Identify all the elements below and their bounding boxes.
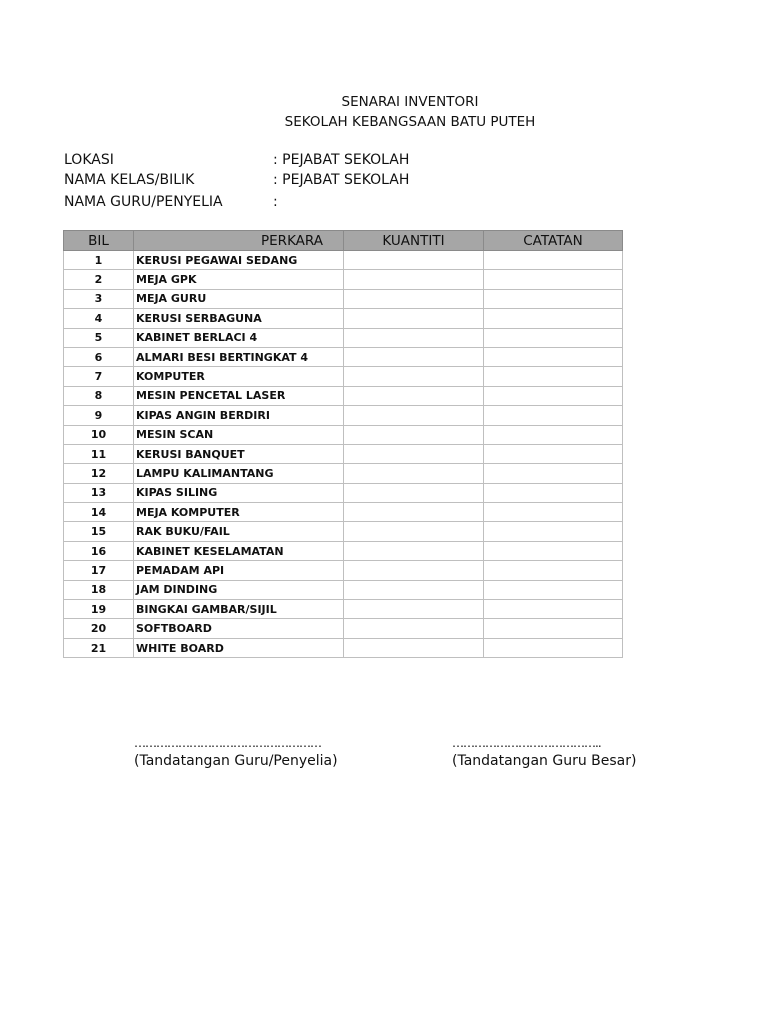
row-item: BINGKAI GAMBAR/SIJIL <box>134 600 344 619</box>
row-catatan <box>484 444 623 463</box>
row-catatan <box>484 386 623 405</box>
row-number: 6 <box>64 347 134 366</box>
row-kuantiti <box>344 386 484 405</box>
row-item: RAK BUKU/FAIL <box>134 522 344 541</box>
row-number: 8 <box>64 386 134 405</box>
table-row <box>64 328 623 347</box>
row-catatan <box>484 619 623 638</box>
table-row <box>64 251 623 270</box>
row-number: 21 <box>64 638 134 657</box>
header-catatan: CATATAN <box>484 231 623 251</box>
row-item: KABINET KESELAMATAN <box>134 541 344 560</box>
table-row <box>64 619 623 638</box>
table-row <box>64 406 623 425</box>
table-row <box>64 503 623 522</box>
row-item: KERUSI PEGAWAI SEDANG <box>134 251 344 270</box>
signature-dots: ………………………………….. <box>452 736 601 750</box>
row-item: LAMPU KALIMANTANG <box>134 464 344 483</box>
row-kuantiti <box>344 503 484 522</box>
table-row <box>64 367 623 386</box>
header-perkara: PERKARA <box>134 231 344 251</box>
table-row <box>64 561 623 580</box>
table-row <box>64 444 623 463</box>
row-number: 16 <box>64 541 134 560</box>
row-kuantiti <box>344 367 484 386</box>
row-kuantiti <box>344 270 484 289</box>
row-item: ALMARI BESI BERTINGKAT 4 <box>134 347 344 366</box>
row-item: PEMADAM API <box>134 561 344 580</box>
inventory-table <box>63 230 623 658</box>
row-number: 3 <box>64 289 134 308</box>
row-item: KABINET BERLACI 4 <box>134 328 344 347</box>
row-kuantiti <box>344 541 484 560</box>
row-kuantiti <box>344 638 484 657</box>
row-catatan <box>484 503 623 522</box>
row-kuantiti <box>344 406 484 425</box>
row-number: 18 <box>64 580 134 599</box>
row-catatan <box>484 561 623 580</box>
row-catatan <box>484 367 623 386</box>
row-number: 17 <box>64 561 134 580</box>
row-catatan <box>484 638 623 657</box>
row-item: KIPAS SILING <box>134 483 344 502</box>
row-kuantiti <box>344 483 484 502</box>
row-kuantiti <box>344 464 484 483</box>
row-number: 10 <box>64 425 134 444</box>
row-number: 14 <box>64 503 134 522</box>
info-label: NAMA KELAS/BILIK <box>64 172 195 188</box>
school-name: SEKOLAH KEBANGSAAN BATU PUTEH <box>284 114 536 130</box>
row-item: MESIN SCAN <box>134 425 344 444</box>
row-item: MEJA GPK <box>134 270 344 289</box>
row-catatan <box>484 600 623 619</box>
row-number: 20 <box>64 619 134 638</box>
row-item: KIPAS ANGIN BERDIRI <box>134 406 344 425</box>
document-title: SENARAI INVENTORI <box>341 94 479 110</box>
row-number: 4 <box>64 309 134 328</box>
table-header-row <box>64 231 623 251</box>
table-row <box>64 483 623 502</box>
row-catatan <box>484 251 623 270</box>
row-number: 5 <box>64 328 134 347</box>
signature-line-guru-besar <box>452 735 601 751</box>
row-kuantiti <box>344 328 484 347</box>
row-number: 19 <box>64 600 134 619</box>
info-value: : PEJABAT SEKOLAH <box>273 152 410 168</box>
table-row <box>64 464 623 483</box>
row-catatan <box>484 522 623 541</box>
row-catatan <box>484 289 623 308</box>
row-number: 1 <box>64 251 134 270</box>
table-row <box>64 600 623 619</box>
row-kuantiti <box>344 425 484 444</box>
row-item: KOMPUTER <box>134 367 344 386</box>
row-number: 11 <box>64 444 134 463</box>
row-item: SOFTBOARD <box>134 619 344 638</box>
row-number: 9 <box>64 406 134 425</box>
row-kuantiti <box>344 347 484 366</box>
row-kuantiti <box>344 289 484 308</box>
info-label: LOKASI <box>64 152 114 168</box>
table-row <box>64 386 623 405</box>
row-number: 12 <box>64 464 134 483</box>
table-row <box>64 270 623 289</box>
row-kuantiti <box>344 561 484 580</box>
table-row <box>64 309 623 328</box>
row-kuantiti <box>344 600 484 619</box>
row-catatan <box>484 406 623 425</box>
row-catatan <box>484 483 623 502</box>
info-value: : PEJABAT SEKOLAH <box>273 172 410 188</box>
row-item: WHITE BOARD <box>134 638 344 657</box>
signature-label-guru: (Tandatangan Guru/Penyelia) <box>134 753 338 769</box>
row-catatan <box>484 309 623 328</box>
row-catatan <box>484 425 623 444</box>
row-catatan <box>484 464 623 483</box>
table-row <box>64 638 623 657</box>
row-catatan <box>484 541 623 560</box>
signature-line-guru <box>134 735 321 751</box>
info-label: NAMA GURU/PENYELIA <box>64 194 223 210</box>
row-kuantiti <box>344 251 484 270</box>
row-item: MEJA KOMPUTER <box>134 503 344 522</box>
table-row <box>64 522 623 541</box>
row-item: KERUSI BANQUET <box>134 444 344 463</box>
row-number: 7 <box>64 367 134 386</box>
row-kuantiti <box>344 580 484 599</box>
row-item: MESIN PENCETAL LASER <box>134 386 344 405</box>
row-kuantiti <box>344 522 484 541</box>
header-kuantiti: KUANTITI <box>344 231 484 251</box>
row-number: 15 <box>64 522 134 541</box>
row-catatan <box>484 328 623 347</box>
row-kuantiti <box>344 619 484 638</box>
table-row <box>64 425 623 444</box>
header-bil: BIL <box>64 231 134 251</box>
table-row <box>64 289 623 308</box>
row-number: 13 <box>64 483 134 502</box>
row-catatan <box>484 580 623 599</box>
row-item: KERUSI SERBAGUNA <box>134 309 344 328</box>
row-catatan <box>484 347 623 366</box>
table-row <box>64 580 623 599</box>
table-row <box>64 541 623 560</box>
signature-dots: …………………………………………… <box>134 736 321 750</box>
info-value: : <box>273 194 278 210</box>
row-catatan <box>484 270 623 289</box>
row-kuantiti <box>344 309 484 328</box>
row-item: MEJA GURU <box>134 289 344 308</box>
table-row <box>64 347 623 366</box>
row-number: 2 <box>64 270 134 289</box>
row-item: JAM DINDING <box>134 580 344 599</box>
row-kuantiti <box>344 444 484 463</box>
signature-label-guru-besar: (Tandatangan Guru Besar) <box>452 753 637 769</box>
